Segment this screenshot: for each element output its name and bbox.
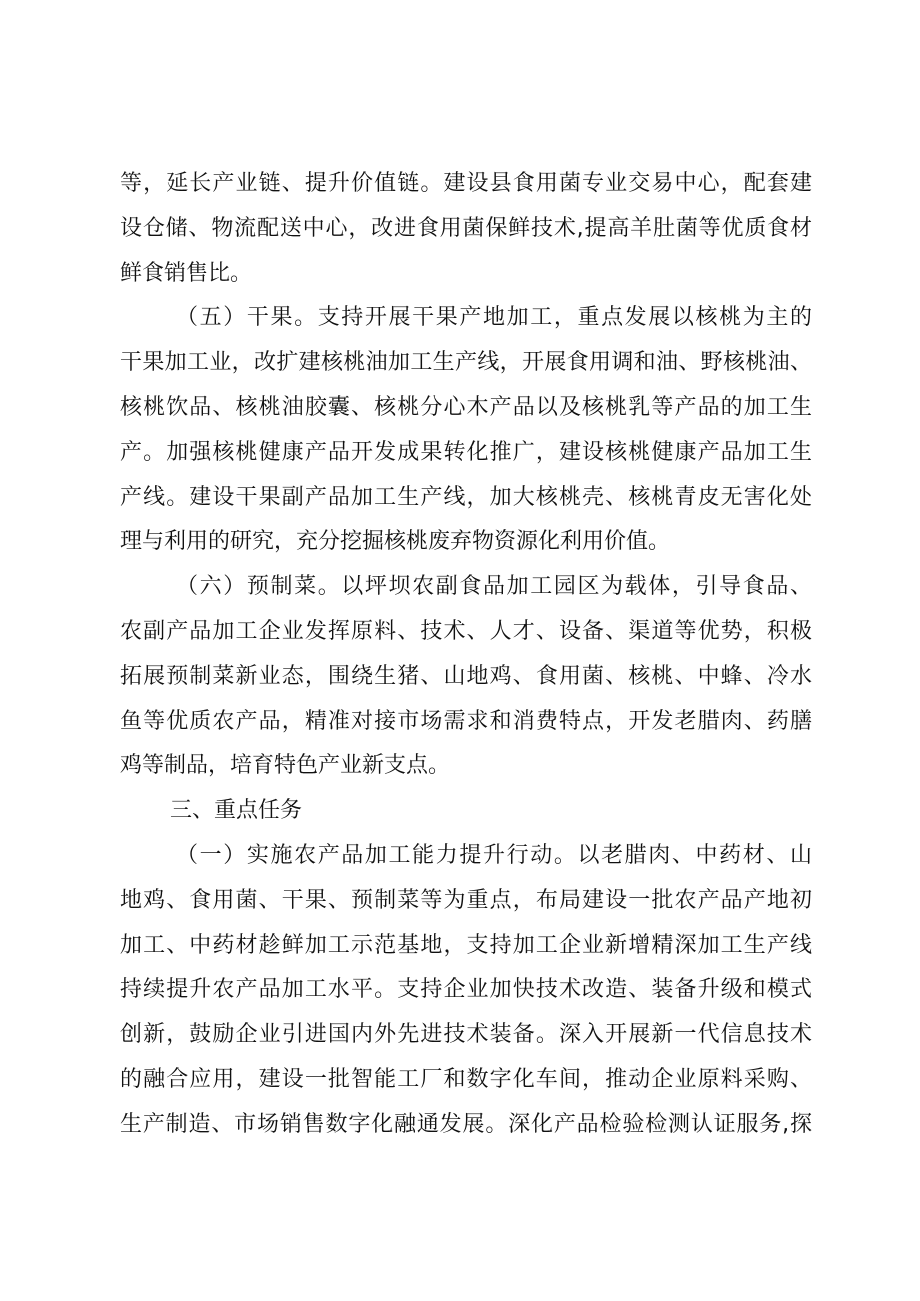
text-line: 鱼等优质农产品，精准对接市场需求和消费特点，开发老腊肉、药膳 <box>120 708 812 734</box>
paragraph-continuation <box>120 162 812 296</box>
text-line: 地鸡、食用菌、干果、预制菜等为重点，布局建设一批农产品产地初 <box>120 887 812 913</box>
text-line: 核桃饮品、核桃油胶囊、核桃分心木产品以及核桃乳等产品的加工生 <box>120 394 812 420</box>
heading-text: 三、重点任务 <box>170 798 303 824</box>
text-line: 生产制造、市场销售数字化融通发展。深化产品检验检测认证服务,探 <box>120 1111 812 1137</box>
text-line: （六）预制菜。以坪坝农副食品加工园区为载体，引导食品、 <box>176 574 812 600</box>
text-line: 创新，鼓励企业引进国内外先进技术装备。深入开展新一代信息技术 <box>120 1022 812 1048</box>
paragraph-dried-fruit <box>120 296 812 565</box>
section-heading <box>120 789 812 834</box>
text-line: 加工、中药材趁鲜加工示范基地，支持加工企业新增精深加工生产线 <box>120 932 812 958</box>
text-line: 产线。建设干果副产品加工生产线，加大核桃壳、核桃青皮无害化处 <box>120 484 812 510</box>
text-line: 的融合应用，建设一批智能工厂和数字化车间，推动企业原料采购、 <box>120 1066 812 1092</box>
text-line: （五）干果。支持开展干果产地加工，重点发展以核桃为主的 <box>176 305 812 331</box>
text-line: 拓展预制菜新业态，围绕生猪、山地鸡、食用菌、核桃、中蜂、冷水 <box>120 663 812 689</box>
text-line: 干果加工业，改扩建核桃油加工生产线，开展食用调和油、野核桃油、 <box>120 350 812 376</box>
text-line: 产。加强核桃健康产品开发成果转化推广，建设核桃健康产品加工生 <box>120 439 812 465</box>
paragraph-prepared-dishes <box>120 565 812 789</box>
text-line: 鸡等制品，培育特色产业新支点。 <box>120 753 451 779</box>
text-line: 理与利用的研究，充分挖掘核桃废弃物资源化利用价值。 <box>120 529 671 555</box>
paragraph-processing-capacity <box>120 834 812 1148</box>
text-line: 设仓储、物流配送中心，改进食用菌保鲜技术,提高羊肚菌等优质食材 <box>120 215 812 241</box>
text-line: 鲜食销售比。 <box>120 260 253 286</box>
document-body <box>120 162 812 1148</box>
text-line: （一）实施农产品加工能力提升行动。以老腊肉、中药材、山 <box>176 842 812 868</box>
text-line: 等，延长产业链、提升价值链。建设县食用菌专业交易中心，配套建 <box>120 171 812 196</box>
text-line: 农副产品加工企业发挥原料、技术、人才、设备、渠道等优势，积极 <box>120 618 812 644</box>
text-line: 持续提升农产品加工水平。支持企业加快技术改造、装备升级和模式 <box>120 977 812 1003</box>
